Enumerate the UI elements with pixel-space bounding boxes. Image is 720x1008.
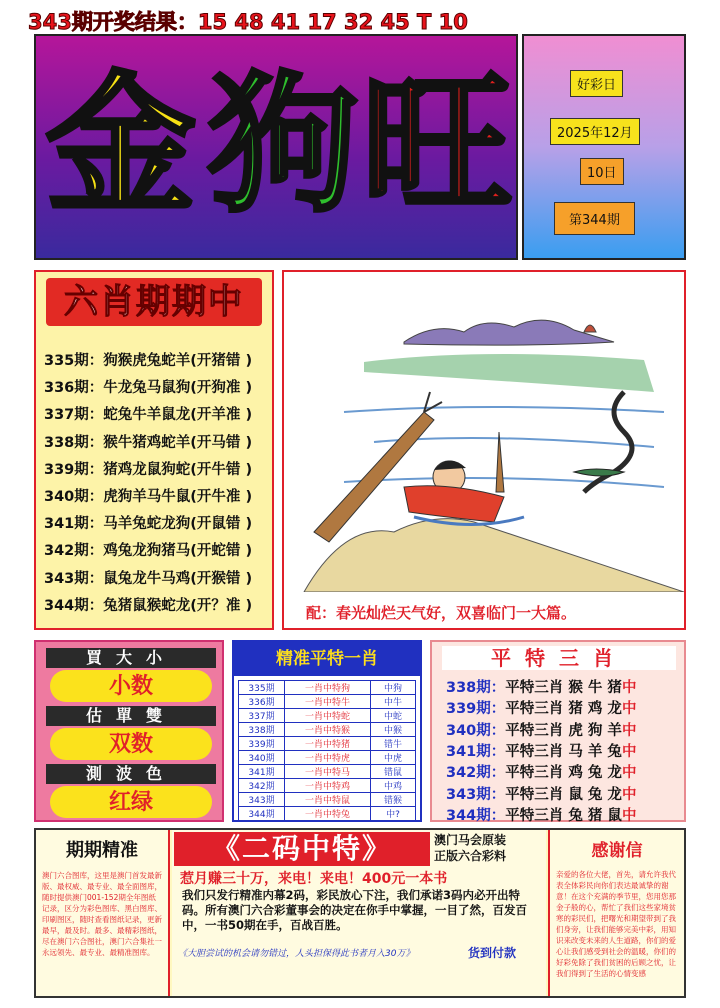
- table-row: [239, 765, 416, 779]
- odd-even-answer: 双数: [50, 728, 212, 760]
- list-item: 340期：虎狗羊马牛鼠(开牛准 ): [44, 488, 253, 505]
- pingte-one-panel: [232, 640, 422, 822]
- result-text: 中: [621, 765, 637, 782]
- big-small-answer: 小数: [50, 670, 212, 702]
- list-item: 341期：马羊兔蛇龙狗(开鼠错 ): [44, 516, 253, 533]
- prediction-text: 平特三肖 虎 狗 羊: [505, 722, 622, 739]
- advert-subtitle: 惹月赚三十万，来电！来电！400元一本书: [180, 871, 448, 887]
- previous-draw-result: 343期开奖结果：15 48 41 17 32 45 T 10: [28, 10, 468, 34]
- prediction-cell: 一肖中特马: [285, 765, 371, 779]
- list-item: [446, 761, 636, 782]
- list-item: [446, 804, 636, 825]
- issue-cell: 342期: [239, 779, 285, 793]
- result-cell: 中?: [371, 807, 416, 821]
- issue-cell: 343期: [239, 793, 285, 807]
- two-code-title: 《二码中特》: [174, 832, 430, 866]
- result-cell: 中蛇: [371, 709, 416, 723]
- thanks-letter-title: 感谢信: [591, 841, 643, 861]
- prediction-cell: 一肖中特牛: [285, 695, 371, 709]
- list-item: [446, 719, 636, 740]
- table-row: [239, 723, 416, 737]
- list-item: [446, 740, 636, 761]
- six-zodiac-list: [44, 348, 252, 620]
- table-row: [239, 793, 416, 807]
- illustration-caption: 配：春光灿烂天气好，双喜临门一大篇。: [306, 604, 577, 622]
- advert-right: [548, 830, 684, 996]
- issue-text: 338期：: [446, 680, 506, 696]
- prediction-cell: 一肖中特猴: [285, 723, 371, 737]
- advert-middle: [172, 830, 546, 996]
- prediction-cell: 一肖中特蛇: [285, 709, 371, 723]
- prediction-cell: 一肖中特鼠: [285, 793, 371, 807]
- result-text: 中: [621, 743, 637, 760]
- lucky-day-label: 好彩日: [570, 70, 623, 97]
- issue-text: 339期：: [446, 701, 506, 718]
- issue-text: 344期：: [446, 807, 506, 824]
- big-small-title: 買大小: [46, 648, 216, 668]
- issue-cell: 339期: [239, 737, 285, 751]
- result-text: 中: [621, 722, 637, 739]
- odd-even-title: 估單雙: [46, 706, 216, 726]
- result-cell: 中虎: [371, 751, 416, 765]
- prediction-cell: 一肖中特猪: [285, 737, 371, 751]
- color-wave-answer: 红绿: [50, 786, 212, 818]
- result-cell: 错猴: [371, 793, 416, 807]
- title-char-gold: 金: [46, 57, 197, 233]
- title-banner: [34, 34, 518, 260]
- list-item: [446, 676, 636, 697]
- table-row: [239, 751, 416, 765]
- prediction-text: 平特三肖 鼠 兔 龙: [505, 786, 622, 803]
- issue-cell: 336期: [239, 695, 285, 709]
- six-zodiac-title: 六肖期期中: [46, 278, 262, 326]
- issue-text: 343期：: [446, 786, 506, 803]
- prediction-cell: 一肖中特虎: [285, 751, 371, 765]
- issue-cell: 340期: [239, 751, 285, 765]
- issue-cell: 341期: [239, 765, 285, 779]
- color-wave-title: 測波色: [46, 764, 216, 784]
- issue-number: 第344期: [554, 202, 635, 235]
- river-scene-illustration: [284, 272, 684, 592]
- issue-text: 340期：: [446, 722, 506, 739]
- cash-on-delivery: 货到付款: [468, 946, 517, 960]
- six-zodiac-panel: [34, 270, 274, 630]
- big-small-panel: [34, 640, 224, 822]
- issue-text: 341期：: [446, 743, 506, 760]
- result-cell: 中狗: [371, 681, 416, 695]
- list-item: 344期：兔猪鼠猴蛇龙(开？准 ): [44, 597, 253, 614]
- list-item: 336期：牛龙兔马鼠狗(开狗准 ): [44, 380, 253, 397]
- advert-left-title: 期期精准: [66, 840, 138, 861]
- prediction-text: 平特三肖 马 羊 兔: [505, 743, 622, 760]
- advert-source-1: 澳门马会原装: [434, 833, 507, 847]
- advert-left: [36, 830, 170, 996]
- prediction-cell: 一肖中特兔: [285, 807, 371, 821]
- illustration-panel: [282, 270, 686, 630]
- title-char-prosper: 旺: [362, 57, 513, 233]
- result-text: 中: [621, 786, 637, 803]
- result-cell: 中牛: [371, 695, 416, 709]
- issue-cell: 335期: [239, 681, 285, 695]
- date-month: 2025年12月: [550, 118, 640, 145]
- table-row: [239, 779, 416, 793]
- prediction-text: 平特三肖 兔 猪 鼠: [505, 807, 622, 824]
- prediction-cell: 一肖中特狗: [285, 681, 371, 695]
- pingte-three-panel: [430, 640, 686, 822]
- prediction-text: 平特三肖 鸡 兔 龙: [505, 765, 622, 782]
- table-row: [239, 737, 416, 751]
- advert-paragraph: 我们只发行精准内幕2码，彩民放心下注，我们承诺3码内必开出特码。所有澳门六合彩董事会的决定在你手中掌握，一目了然，百发百中，一书50期在手，百战百胜。: [182, 888, 527, 932]
- date-panel: [522, 34, 686, 260]
- list-item: 342期：鸡兔龙狗猪马(开蛇错 ): [44, 543, 253, 560]
- advert-panel: [34, 828, 686, 998]
- title-char-dog: 狗: [208, 57, 359, 233]
- list-item: 338期：猴牛猪鸡蛇羊(开马错 ): [44, 434, 253, 451]
- issue-text: 342期：: [446, 765, 506, 782]
- pingte-three-title: 平特三肖: [442, 646, 676, 670]
- thanks-letter-text: 亲爱的各位大佬，首先，请允许我代表全体彩民向你们表达最诚挚的谢意！在这个充满的季节里，您用您那金子般的心，帮忙了我们这些家境贫寒的彩民们，把曙光和期望带到了我们身旁，让我们能够完美中彩，用知识来改变未来的人生道路，你们的爱心让我们感受到社会的温暖，你们的好彩免除了我们贫困的后顾之忧，让我们得到了生活的心情变感: [556, 870, 676, 978]
- list-item: 337期：蛇兔牛羊鼠龙(开羊准 ): [44, 407, 253, 424]
- result-cell: 错牛: [371, 737, 416, 751]
- prediction-text: 平特三肖 猪 鸡 龙: [505, 701, 622, 718]
- advert-left-text: 澳门六合图库，这里是澳门首发最新版、最权威、最专业、最全面图库，随时提供澳门001-152期全年图纸记录，区分为彩色图库、黑白图库、印刷图区，随时查看图纸记录，更新最早，最及时。最多、最精彩图纸，尽在澳门六合图社，澳门六合集社一永远领先、最专业、最精准图库。: [42, 871, 162, 957]
- result-text: 中: [621, 701, 637, 718]
- advert-source-2: 正版六合彩料: [434, 849, 507, 863]
- pingte-one-title: 精准平特一肖: [234, 642, 420, 676]
- table-row: [239, 807, 416, 821]
- list-item: [446, 783, 636, 804]
- list-item: 343期：鼠兔龙牛马鸡(开猴错 ): [44, 570, 253, 587]
- list-item: [446, 697, 636, 718]
- advert-source: [434, 832, 506, 864]
- issue-cell: 338期: [239, 723, 285, 737]
- prediction-text: 平特三肖 猴 牛 猪: [505, 680, 622, 696]
- result-text: 中: [621, 680, 637, 696]
- issue-cell: 344期: [239, 807, 285, 821]
- date-day: 10日: [580, 158, 624, 185]
- result-cell: 错鼠: [371, 765, 416, 779]
- issue-cell: 337期: [239, 709, 285, 723]
- result-cell: 中鸡: [371, 779, 416, 793]
- table-row: [239, 695, 416, 709]
- result-cell: 中猴: [371, 723, 416, 737]
- table-row: [239, 681, 416, 695]
- result-text: 中: [621, 807, 637, 824]
- list-item: 339期：猪鸡龙鼠狗蛇(开牛错 ): [44, 461, 253, 478]
- table-row: [239, 709, 416, 723]
- pingte-one-table: [238, 680, 416, 821]
- advert-footer: 《大胆尝试的机会请勿错过，人头担保得此书者月入30万》: [178, 949, 415, 959]
- prediction-cell: 一肖中特鸡: [285, 779, 371, 793]
- list-item: 335期：狗猴虎兔蛇羊(开猪错 ): [44, 353, 253, 369]
